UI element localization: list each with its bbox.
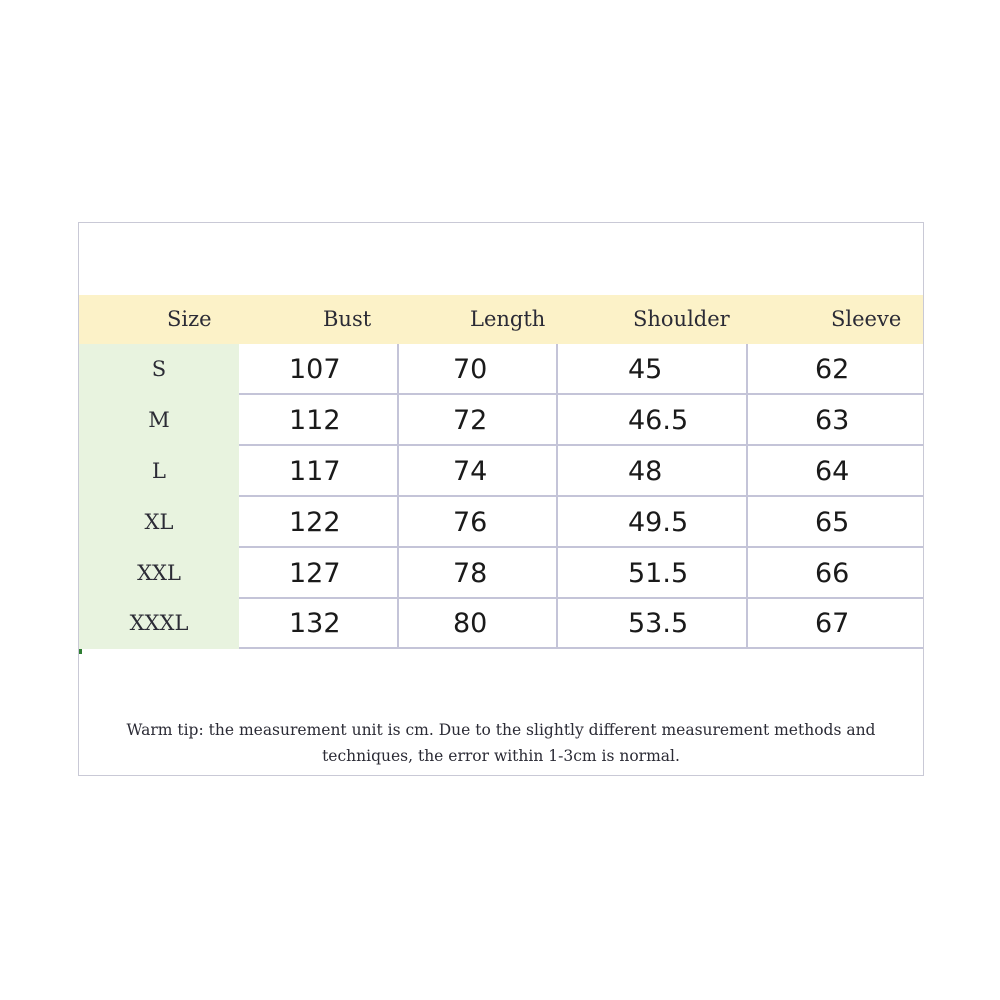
header-shoulder: Shoulder [633, 307, 730, 331]
table-cell-length: 74 [453, 456, 488, 487]
header-length: Length [470, 307, 546, 331]
grid-line [397, 344, 399, 649]
table-cell-sleeve: 64 [815, 456, 850, 487]
table-cell-bust: 107 [289, 354, 341, 385]
table-cell-sleeve: 67 [815, 608, 850, 639]
size-cell: L [152, 459, 166, 483]
table-cell-length: 80 [453, 608, 488, 639]
size-cell: XL [144, 510, 174, 534]
table-cell-bust: 132 [289, 608, 341, 639]
measurement-tip [79, 717, 923, 769]
table-cell-sleeve: 63 [815, 405, 850, 436]
size-column [79, 344, 239, 649]
table-cell-sleeve: 66 [815, 558, 850, 589]
size-cell: M [148, 408, 170, 432]
table-cell-length: 70 [453, 354, 488, 385]
size-cell: XXL [137, 561, 181, 585]
tip-line-1: Warm tip: the measurement unit is cm. Due to the slightly different measurement methods and [126, 721, 876, 739]
table-cell-sleeve: 62 [815, 354, 850, 385]
header-sleeve: Sleeve [831, 307, 902, 331]
table-header-row [79, 295, 923, 344]
table-cell-length: 72 [453, 405, 488, 436]
size-cell: S [151, 357, 167, 381]
table-cell-shoulder: 48 [628, 456, 663, 487]
corner-mark [79, 649, 82, 654]
size-chart [78, 222, 924, 776]
tip-line-2: techniques, the error within 1-3cm is normal. [322, 747, 680, 765]
table-cell-bust: 127 [289, 558, 341, 589]
grid-line [556, 344, 558, 649]
table-cell-bust: 122 [289, 507, 341, 538]
table-cell-shoulder: 46.5 [628, 405, 689, 436]
header-bust: Bust [323, 307, 372, 331]
table-cell-bust: 117 [289, 456, 341, 487]
header-size: Size [167, 307, 212, 331]
table-cell-shoulder: 51.5 [628, 558, 689, 589]
table-cell-shoulder: 49.5 [628, 507, 689, 538]
table-cell-bust: 112 [289, 405, 341, 436]
table-cell-length: 76 [453, 507, 488, 538]
table-cell-sleeve: 65 [815, 507, 850, 538]
table-cell-shoulder: 53.5 [628, 608, 689, 639]
table-cell-length: 78 [453, 558, 488, 589]
grid-line [746, 344, 748, 649]
size-cell: XXXL [129, 611, 189, 635]
measurement-grid [239, 344, 923, 649]
table-cell-shoulder: 45 [628, 354, 663, 385]
